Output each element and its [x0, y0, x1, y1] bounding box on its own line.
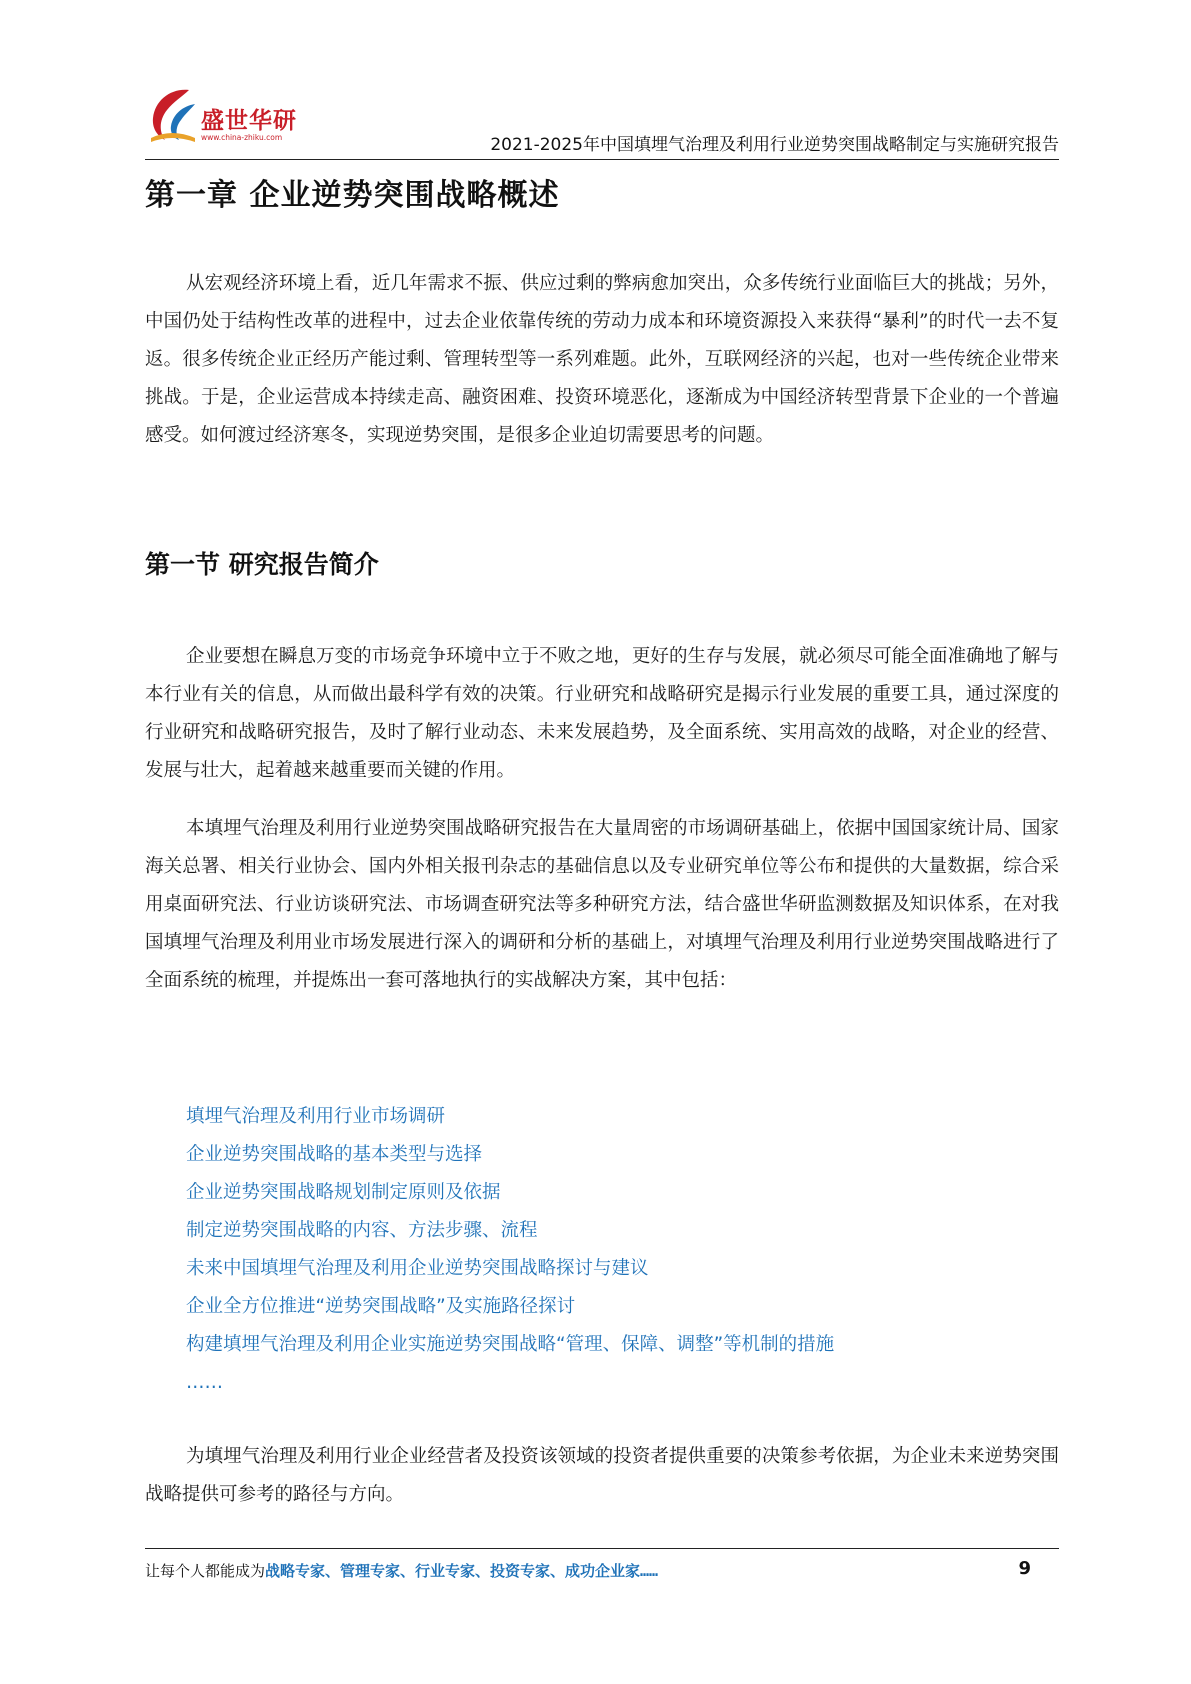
list-item: 构建填埋气治理及利用企业实施逆势突围战略“管理、保障、调整”等机制的措施 [186, 1334, 835, 1355]
page-footer [145, 1560, 1059, 1590]
company-logo [145, 84, 325, 154]
footer-slogan [145, 1560, 658, 1581]
list-item: 企业逆势突围战略的基本类型与选择 [186, 1144, 483, 1165]
logo-url: www.china-zhiku.com [201, 133, 283, 142]
page-header [145, 84, 1059, 160]
list-item: …… [186, 1372, 223, 1393]
slogan-highlight: 战略专家、管理专家、行业专家、投资专家、成功企业家…… [265, 1562, 659, 1580]
section-title: 第一节 研究报告简介 [145, 550, 379, 579]
list-item: 填埋气治理及利用行业市场调研 [186, 1106, 446, 1127]
slogan-prefix: 让每个人都能成为 [145, 1562, 266, 1580]
report-title: 2021-2025年中国填埋气治理及利用行业逆势突围战略制定与实施研究报告 [490, 135, 1059, 155]
chapter-title: 第一章 企业逆势突围战略概述 [145, 178, 560, 213]
footer-divider [145, 1548, 1059, 1549]
intro-paragraph: 从宏观经济环境上看，近几年需求不振、供应过剩的弊病愈加突出，众多传统行业面临巨大的挑战；另外，中国仍处于结构性改革的进程中，过去企业依靠传统的劳动力成本和环境资源投入来获得“暴利”的时代一去不复返。很多传统企业正经历产能过剩、管理转型等一系列难题。此外，互联网经济的兴起，也对一些传统企业带来挑战。于是，企业运营成本持续走高、融资困难、投资环境恶化，逐渐成为中国经济转型背景下企业的一个普遍感受。如何渡过经济寒冬，实现逆势突围，是很多企业迫切需要思考的问题。 [145, 273, 1059, 446]
logo-name: 盛世华研 [201, 108, 297, 134]
list-item: 企业全方位推进“逆势突围战略”及实施路径探讨 [186, 1296, 576, 1317]
list-item: 制定逆势突围战略的内容、方法步骤、流程 [186, 1220, 538, 1241]
report-method-paragraph: 本填埋气治理及利用行业逆势突围战略研究报告在大量周密的市场调研基础上，依据中国国家统计局、国家海关总署、相关行业协会、国内外相关报刊杂志的基础信息以及专业研究单位等公布和提供的大量数据，综合采用桌面研究法、行业访谈研究法、市场调查研究法等多种研究方法，结合盛世华研监测数据及知识体系，在对我国填埋气治理及利用业市场发展进行深入的调研和分析的基础上，对填埋气治理及利用行业逆势突围战略进行了全面系统的梳理，并提炼出一套可落地执行的实战解决方案，其中包括： [145, 818, 1059, 991]
research-importance-paragraph: 企业要想在瞬息万变的市场竞争环境中立于不败之地，更好的生存与发展，就必须尽可能全面准确地了解与本行业有关的信息，从而做出最科学有效的决策。行业研究和战略研究是揭示行业发展的重要工具，通过深度的行业研究和战略研究报告，及时了解行业动态、未来发展趋势，及全面系统、实用高效的战略，对企业的经营、发展与壮大，起着越来越重要而关键的作用。 [145, 646, 1059, 781]
logo-swoosh-icon [145, 84, 199, 144]
conclusion-paragraph: 为填埋气治理及利用行业企业经营者及投资该领域的投资者提供重要的决策参考依据，为企业未来逆势突围战略提供可参考的路径与方向。 [145, 1446, 1059, 1505]
page-number: 9 [1018, 1558, 1031, 1579]
list-item: 未来中国填埋气治理及利用企业逆势突围战略探讨与建议 [186, 1258, 649, 1279]
list-item: 企业逆势突围战略规划制定原则及依据 [186, 1182, 501, 1203]
report-contents-list [186, 1098, 834, 1402]
header-divider [145, 159, 1059, 160]
